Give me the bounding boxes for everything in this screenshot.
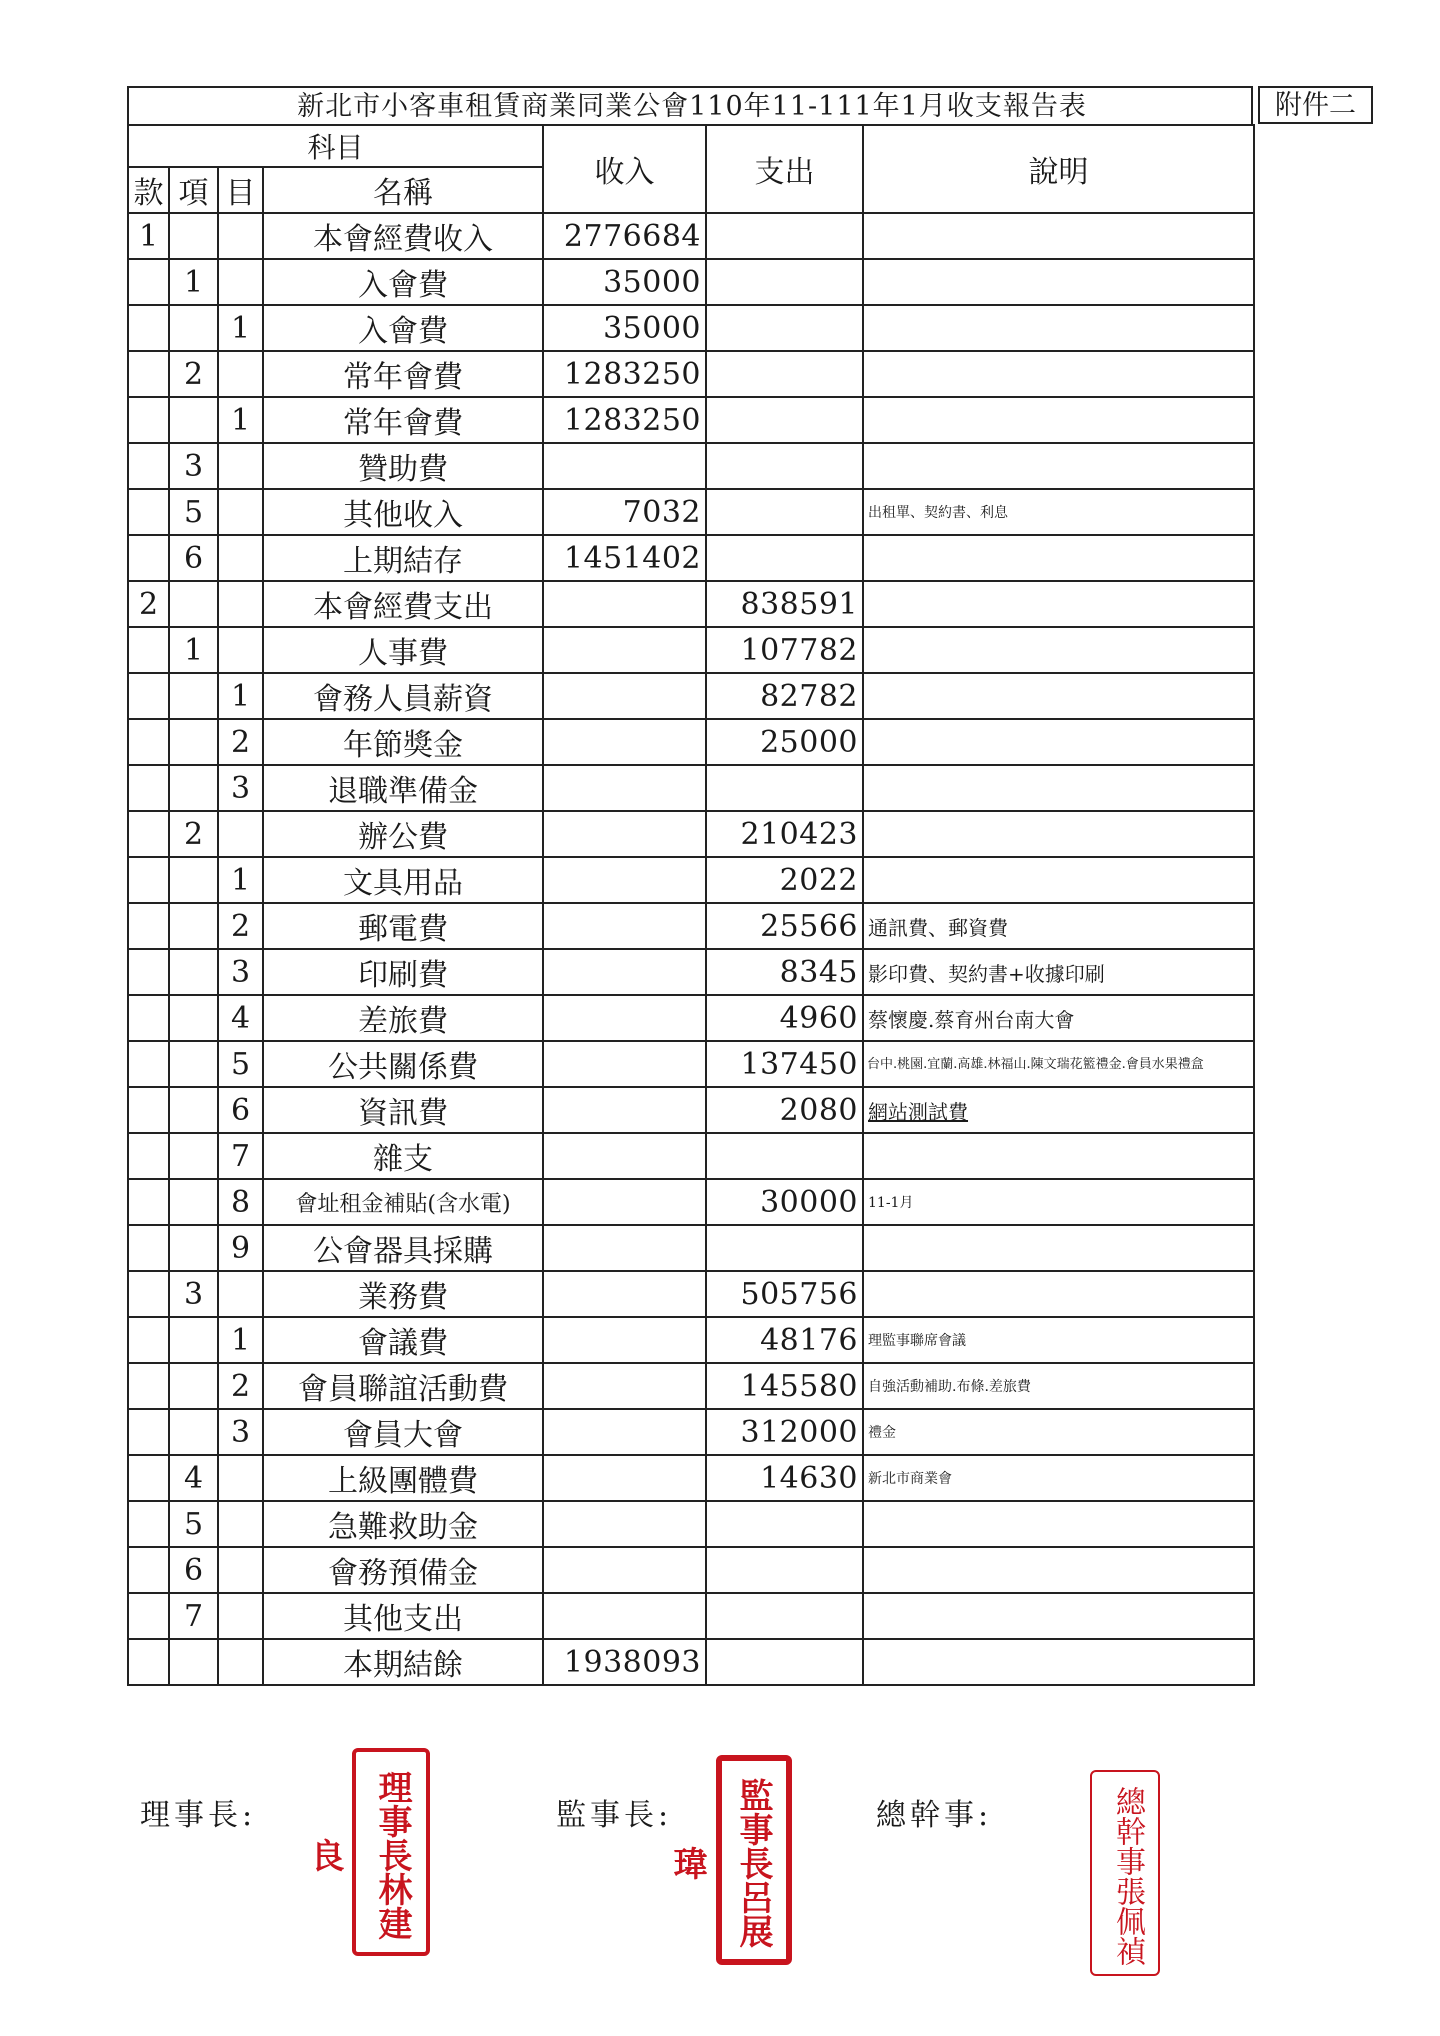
cell-remark: 網站測試費: [863, 1087, 1254, 1133]
cell-mu: 5: [218, 1041, 263, 1087]
table-row: [128, 1087, 1254, 1133]
cell-name: 本會經費收入: [263, 213, 543, 259]
title-row: [127, 86, 1253, 124]
cell-remark: [863, 811, 1254, 857]
cell-expense: [706, 1225, 863, 1271]
cell-mu: [218, 1639, 263, 1685]
header-xiang: 項: [169, 167, 218, 213]
cell-mu: [218, 213, 263, 259]
table-row: [128, 1179, 1254, 1225]
cell-mu: 3: [218, 949, 263, 995]
cell-name: 入會費: [263, 305, 543, 351]
cell-mu: 7: [218, 1133, 263, 1179]
cell-income: [543, 1271, 706, 1317]
cell-kuan: [128, 1225, 169, 1271]
cell-expense: 2022: [706, 857, 863, 903]
cell-name: 公會器具採購: [263, 1225, 543, 1271]
cell-expense: 48176: [706, 1317, 863, 1363]
cell-remark: [863, 1639, 1254, 1685]
cell-mu: 8: [218, 1179, 263, 1225]
cell-remark: 新北市商業會: [863, 1455, 1254, 1501]
cell-mu: 1: [218, 673, 263, 719]
cell-expense: [706, 213, 863, 259]
cell-remark: [863, 259, 1254, 305]
cell-expense: 145580: [706, 1363, 863, 1409]
cell-remark: [863, 765, 1254, 811]
cell-name: 本會經費支出: [263, 581, 543, 627]
cell-xiang: [169, 673, 218, 719]
cell-remark: 禮金: [863, 1409, 1254, 1455]
cell-mu: [218, 581, 263, 627]
header-mu: 目: [218, 167, 263, 213]
cell-remark: [863, 351, 1254, 397]
cell-income: [543, 811, 706, 857]
cell-name: 贊助費: [263, 443, 543, 489]
table-row: [128, 1225, 1254, 1271]
cell-mu: [218, 443, 263, 489]
cell-mu: 2: [218, 719, 263, 765]
table-row: [128, 673, 1254, 719]
cell-expense: [706, 535, 863, 581]
cell-mu: 3: [218, 765, 263, 811]
table-row: [128, 1133, 1254, 1179]
cell-name: 常年會費: [263, 397, 543, 443]
cell-kuan: [128, 535, 169, 581]
cell-xiang: 2: [169, 811, 218, 857]
cell-mu: [218, 811, 263, 857]
cell-expense: 25000: [706, 719, 863, 765]
cell-expense: 505756: [706, 1271, 863, 1317]
cell-kuan: [128, 1087, 169, 1133]
supervisor-seal-text: 監事長呂展瑋: [667, 1778, 773, 1948]
cell-expense: 312000: [706, 1409, 863, 1455]
secretary-label: 總幹事:: [876, 1798, 993, 1833]
cell-name: 會務人員薪資: [263, 673, 543, 719]
cell-expense: [706, 305, 863, 351]
table-row: [128, 995, 1254, 1041]
cell-expense: [706, 1133, 863, 1179]
table-row: [128, 1639, 1254, 1685]
cell-name: 差旅費: [263, 995, 543, 1041]
cell-xiang: [169, 213, 218, 259]
cell-expense: 137450: [706, 1041, 863, 1087]
cell-income: [543, 857, 706, 903]
cell-kuan: [128, 1041, 169, 1087]
cell-remark: [863, 719, 1254, 765]
table-row: [128, 1271, 1254, 1317]
cell-xiang: 6: [169, 535, 218, 581]
cell-name: 其他支出: [263, 1593, 543, 1639]
header-row-1: [128, 125, 1254, 167]
cell-xiang: [169, 581, 218, 627]
cell-xiang: [169, 1639, 218, 1685]
cell-remark: 自強活動補助.布條.差旅費: [863, 1363, 1254, 1409]
cell-xiang: 7: [169, 1593, 218, 1639]
cell-name: 退職準備金: [263, 765, 543, 811]
header-income: 收入: [543, 125, 706, 213]
cell-xiang: [169, 949, 218, 995]
cell-remark: [863, 857, 1254, 903]
cell-remark: [863, 1271, 1254, 1317]
cell-expense: [706, 1501, 863, 1547]
cell-kuan: [128, 305, 169, 351]
cell-expense: 210423: [706, 811, 863, 857]
table-row: [128, 1409, 1254, 1455]
cell-income: [543, 1455, 706, 1501]
cell-income: 2776684: [543, 213, 706, 259]
cell-kuan: [128, 857, 169, 903]
annex-label: 附件二: [1258, 86, 1373, 124]
cell-expense: 8345: [706, 949, 863, 995]
cell-name: 會員聯誼活動費: [263, 1363, 543, 1409]
cell-mu: [218, 1501, 263, 1547]
table-row: [128, 535, 1254, 581]
cell-remark: 理監事聯席會議: [863, 1317, 1254, 1363]
table-row: [128, 1501, 1254, 1547]
secretary-seal: [1090, 1770, 1160, 1976]
report-table: [127, 124, 1255, 1686]
supervisor-seal: [667, 1755, 792, 1965]
cell-remark: [863, 535, 1254, 581]
cell-mu: 9: [218, 1225, 263, 1271]
table-row: [128, 351, 1254, 397]
cell-remark: [863, 1547, 1254, 1593]
cell-remark: [863, 397, 1254, 443]
cell-income: [543, 627, 706, 673]
table-row: [128, 1041, 1254, 1087]
cell-xiang: [169, 765, 218, 811]
table-row: [128, 857, 1254, 903]
cell-name: 郵電費: [263, 903, 543, 949]
cell-name: 資訊費: [263, 1087, 543, 1133]
table-row: [128, 1547, 1254, 1593]
cell-name: 常年會費: [263, 351, 543, 397]
cell-name: 文具用品: [263, 857, 543, 903]
cell-mu: [218, 1593, 263, 1639]
cell-income: [543, 995, 706, 1041]
cell-remark: 出租單、契約書、利息: [863, 489, 1254, 535]
cell-name: 人事費: [263, 627, 543, 673]
cell-kuan: [128, 719, 169, 765]
cell-name: 年節獎金: [263, 719, 543, 765]
cell-income: [543, 443, 706, 489]
cell-xiang: [169, 1225, 218, 1271]
cell-mu: [218, 1271, 263, 1317]
cell-xiang: 1: [169, 259, 218, 305]
table-row: [128, 949, 1254, 995]
cell-income: [543, 1317, 706, 1363]
cell-name: 上級團體費: [263, 1455, 543, 1501]
cell-remark: [863, 1593, 1254, 1639]
cell-mu: [218, 351, 263, 397]
cell-name: 會員大會: [263, 1409, 543, 1455]
cell-mu: 4: [218, 995, 263, 1041]
cell-income: [543, 1363, 706, 1409]
cell-xiang: [169, 1041, 218, 1087]
table-row: [128, 627, 1254, 673]
cell-mu: [218, 489, 263, 535]
cell-income: [543, 581, 706, 627]
cell-mu: 1: [218, 305, 263, 351]
table-row: [128, 719, 1254, 765]
cell-remark: 通訊費、郵資費: [863, 903, 1254, 949]
cell-income: [543, 1041, 706, 1087]
cell-income: [543, 719, 706, 765]
cell-mu: 3: [218, 1409, 263, 1455]
cell-xiang: [169, 1179, 218, 1225]
cell-income: [543, 1409, 706, 1455]
cell-kuan: [128, 1501, 169, 1547]
cell-remark: [863, 305, 1254, 351]
cell-kuan: [128, 949, 169, 995]
cell-xiang: [169, 1409, 218, 1455]
cell-kuan: [128, 1179, 169, 1225]
chairman-seal-text: 理事長林建良: [304, 1770, 412, 1940]
cell-remark: 台中.桃園.宜蘭.高雄.林福山.陳文瑞花籃禮金.會員水果禮盒: [863, 1041, 1254, 1087]
cell-xiang: [169, 719, 218, 765]
cell-xiang: 3: [169, 443, 218, 489]
cell-remark: [863, 1225, 1254, 1271]
cell-name: 印刷費: [263, 949, 543, 995]
header-name: 名稱: [263, 167, 543, 213]
cell-name: 辦公費: [263, 811, 543, 857]
cell-xiang: 2: [169, 351, 218, 397]
cell-name: 其他收入: [263, 489, 543, 535]
chairman-seal: [304, 1748, 430, 1956]
cell-mu: 1: [218, 857, 263, 903]
cell-xiang: 4: [169, 1455, 218, 1501]
report-title: 新北市小客車租賃商業同業公會110年11-111年1月收支報告表: [297, 91, 1087, 122]
report-table-body: [128, 125, 1254, 1685]
cell-remark: [863, 443, 1254, 489]
cell-mu: 1: [218, 1317, 263, 1363]
cell-income: 1283250: [543, 397, 706, 443]
cell-xiang: [169, 1133, 218, 1179]
cell-income: [543, 949, 706, 995]
cell-kuan: [128, 765, 169, 811]
cell-income: [543, 1547, 706, 1593]
cell-xiang: [169, 1087, 218, 1133]
cell-expense: 2080: [706, 1087, 863, 1133]
cell-mu: [218, 259, 263, 305]
chairman-label: 理事長:: [140, 1798, 257, 1833]
cell-income: [543, 1179, 706, 1225]
cell-kuan: [128, 443, 169, 489]
cell-mu: [218, 535, 263, 581]
report-sheet: [127, 86, 1253, 1686]
header-subject: 科目: [128, 125, 543, 167]
cell-income: [543, 1133, 706, 1179]
table-row: [128, 1455, 1254, 1501]
cell-kuan: [128, 1455, 169, 1501]
cell-kuan: [128, 1133, 169, 1179]
cell-expense: 30000: [706, 1179, 863, 1225]
cell-kuan: [128, 673, 169, 719]
cell-name: 上期結存: [263, 535, 543, 581]
cell-remark: [863, 673, 1254, 719]
header-kuan: 款: [128, 167, 169, 213]
cell-remark: [863, 581, 1254, 627]
table-row: [128, 1593, 1254, 1639]
cell-kuan: 1: [128, 213, 169, 259]
cell-kuan: [128, 1317, 169, 1363]
table-row: [128, 213, 1254, 259]
cell-xiang: 5: [169, 1501, 218, 1547]
cell-mu: 1: [218, 397, 263, 443]
cell-xiang: 6: [169, 1547, 218, 1593]
cell-kuan: [128, 627, 169, 673]
cell-xiang: 1: [169, 627, 218, 673]
table-row: [128, 765, 1254, 811]
cell-xiang: 3: [169, 1271, 218, 1317]
cell-remark: [863, 627, 1254, 673]
cell-expense: 14630: [706, 1455, 863, 1501]
table-row: [128, 811, 1254, 857]
cell-expense: 838591: [706, 581, 863, 627]
cell-income: [543, 673, 706, 719]
cell-xiang: [169, 903, 218, 949]
cell-remark: [863, 1501, 1254, 1547]
cell-xiang: [169, 857, 218, 903]
cell-remark: [863, 213, 1254, 259]
cell-expense: [706, 765, 863, 811]
table-row: [128, 581, 1254, 627]
cell-kuan: [128, 259, 169, 305]
cell-remark: 影印費、契約書+收據印刷: [863, 949, 1254, 995]
cell-kuan: [128, 811, 169, 857]
cell-expense: [706, 1639, 863, 1685]
cell-income: 35000: [543, 305, 706, 351]
cell-name: 會議費: [263, 1317, 543, 1363]
cell-income: 35000: [543, 259, 706, 305]
cell-xiang: [169, 305, 218, 351]
cell-kuan: [128, 1639, 169, 1685]
table-row: [128, 443, 1254, 489]
cell-expense: [706, 1547, 863, 1593]
cell-mu: [218, 627, 263, 673]
table-row: [128, 397, 1254, 443]
cell-income: [543, 1593, 706, 1639]
cell-mu: 6: [218, 1087, 263, 1133]
cell-kuan: [128, 351, 169, 397]
cell-income: 1938093: [543, 1639, 706, 1685]
cell-mu: [218, 1455, 263, 1501]
cell-expense: 107782: [706, 627, 863, 673]
cell-name: 公共關係費: [263, 1041, 543, 1087]
cell-income: 1451402: [543, 535, 706, 581]
cell-expense: [706, 351, 863, 397]
cell-income: [543, 765, 706, 811]
header-remark: 說明: [863, 125, 1254, 213]
cell-remark: [863, 1133, 1254, 1179]
cell-mu: 2: [218, 1363, 263, 1409]
table-row: [128, 305, 1254, 351]
cell-income: [543, 1087, 706, 1133]
cell-expense: 82782: [706, 673, 863, 719]
cell-kuan: 2: [128, 581, 169, 627]
cell-expense: [706, 443, 863, 489]
cell-mu: [218, 1547, 263, 1593]
cell-income: [543, 903, 706, 949]
table-row: [128, 489, 1254, 535]
cell-xiang: [169, 397, 218, 443]
cell-income: 7032: [543, 489, 706, 535]
cell-name: 雜支: [263, 1133, 543, 1179]
secretary-seal-text: 總幹事張佩禎: [1110, 1786, 1145, 1966]
cell-income: 1283250: [543, 351, 706, 397]
cell-kuan: [128, 995, 169, 1041]
cell-name: 本期結餘: [263, 1639, 543, 1685]
cell-kuan: [128, 1547, 169, 1593]
cell-xiang: [169, 1317, 218, 1363]
cell-expense: [706, 259, 863, 305]
cell-mu: 2: [218, 903, 263, 949]
cell-kuan: [128, 1271, 169, 1317]
cell-income: [543, 1501, 706, 1547]
cell-expense: [706, 397, 863, 443]
cell-expense: [706, 1593, 863, 1639]
cell-name: 會務預備金: [263, 1547, 543, 1593]
cell-xiang: [169, 1363, 218, 1409]
table-row: [128, 1363, 1254, 1409]
cell-remark: 11-1月: [863, 1179, 1254, 1225]
cell-remark: 蔡懷慶.蔡育州台南大會: [863, 995, 1254, 1041]
cell-xiang: 5: [169, 489, 218, 535]
cell-name: 業務費: [263, 1271, 543, 1317]
cell-kuan: [128, 397, 169, 443]
cell-income: [543, 1225, 706, 1271]
header-expense: 支出: [706, 125, 863, 213]
cell-kuan: [128, 1409, 169, 1455]
cell-kuan: [128, 903, 169, 949]
cell-name: 急難救助金: [263, 1501, 543, 1547]
table-row: [128, 1317, 1254, 1363]
cell-kuan: [128, 1593, 169, 1639]
cell-name: 會址租金補貼(含水電): [263, 1179, 543, 1225]
supervisor-label: 監事長:: [556, 1798, 673, 1833]
table-row: [128, 259, 1254, 305]
cell-expense: [706, 489, 863, 535]
cell-expense: 25566: [706, 903, 863, 949]
cell-expense: 4960: [706, 995, 863, 1041]
table-row: [128, 903, 1254, 949]
cell-kuan: [128, 1363, 169, 1409]
cell-xiang: [169, 995, 218, 1041]
cell-name: 入會費: [263, 259, 543, 305]
cell-kuan: [128, 489, 169, 535]
